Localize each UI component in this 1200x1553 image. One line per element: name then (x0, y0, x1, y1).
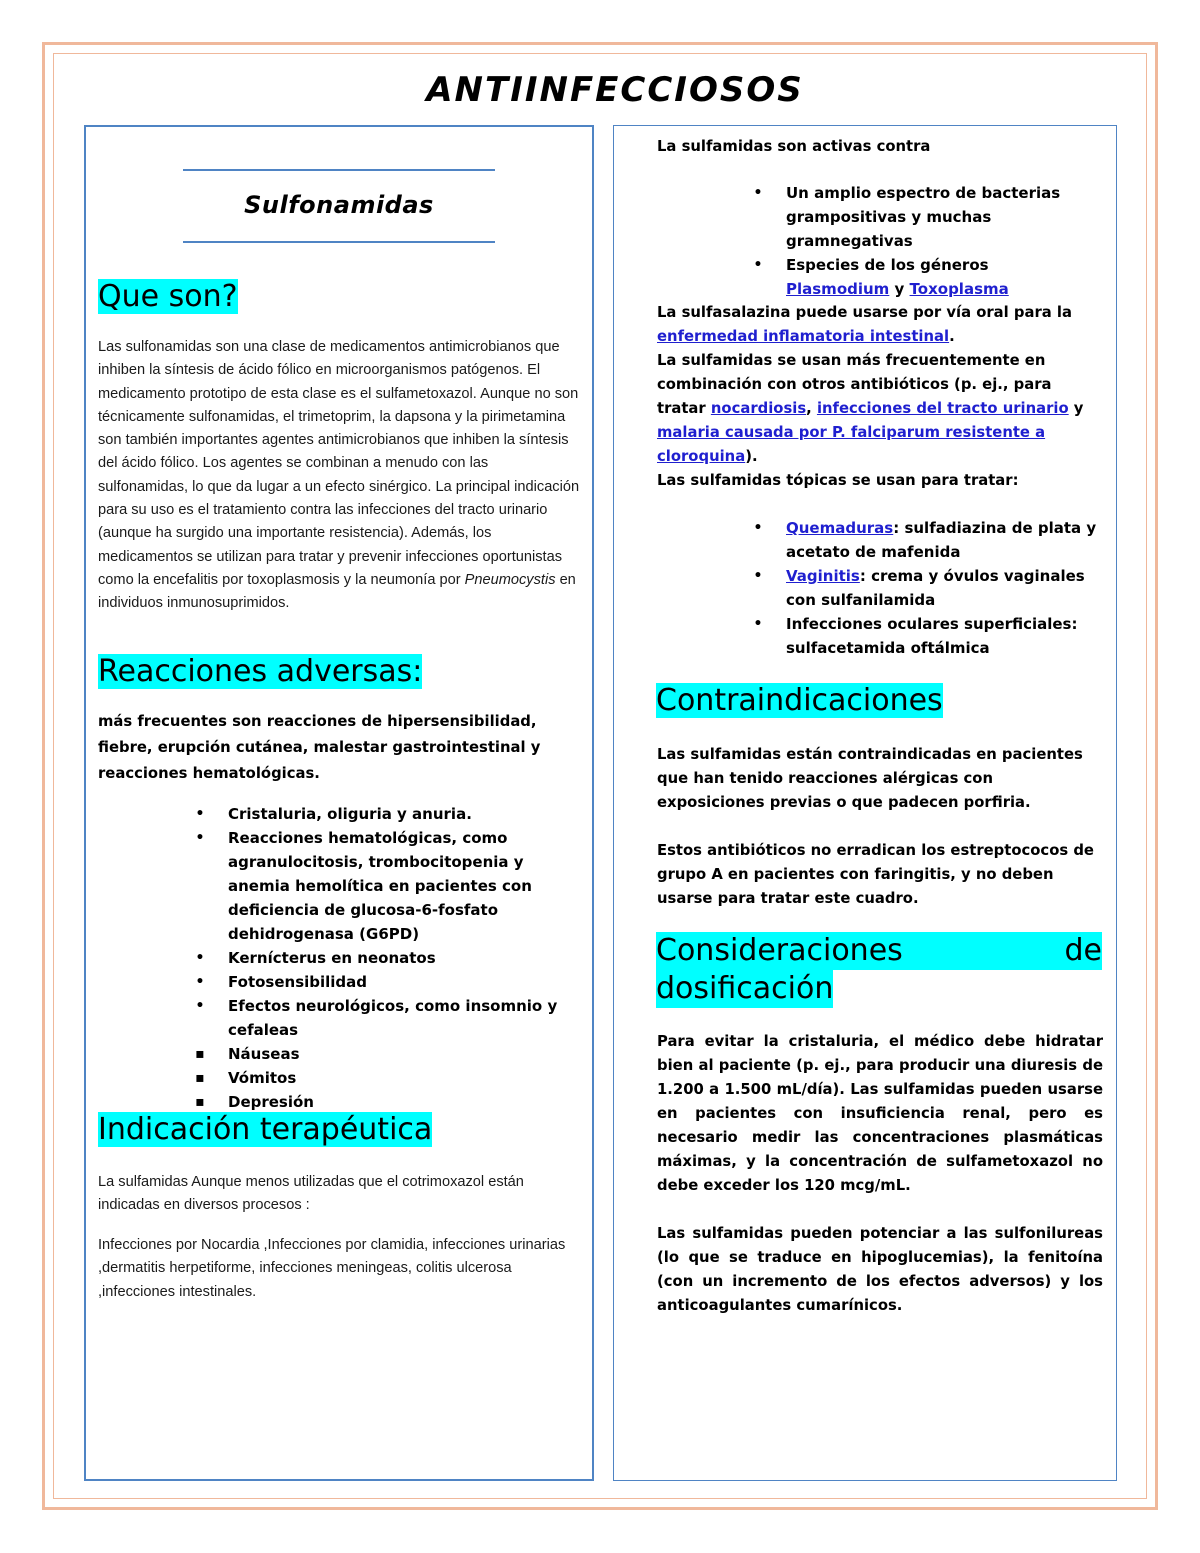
list-item-text: Infecciones oculares superficiales: sulfacetamida oftálmica (786, 615, 1078, 657)
list-item (195, 1066, 578, 1090)
bullet-icon: • (195, 974, 205, 990)
right-column (613, 125, 1117, 1481)
heading-indicacion (98, 1111, 432, 1149)
link-quemaduras[interactable]: Quemaduras (786, 519, 894, 537)
heading-reacciones (98, 653, 422, 691)
bullet-icon: • (195, 830, 205, 846)
link-toxoplasma[interactable]: Toxoplasma (909, 280, 1009, 298)
subtitle-rule-bottom (183, 241, 495, 243)
list-item-text: Un amplio espectro de bacterias grampositivas y muchas gramnegativas (786, 184, 1061, 250)
heading-dosificacion (656, 932, 1102, 1008)
list-item (195, 994, 578, 1042)
link-infecciones-tracto-urinario[interactable]: infecciones del tracto urinario (816, 400, 1069, 417)
combinacion-sep: y (1068, 400, 1084, 417)
heading-que-son-text: Que son? (98, 279, 238, 314)
link-enfermedad-inflamatoria[interactable]: enfermedad inflamatoria intestinal (657, 328, 950, 345)
list-item (753, 181, 1086, 253)
activas-list (753, 181, 1086, 301)
bullet-icon: • (753, 520, 763, 536)
heading-reacciones-text: Reacciones adversas: (98, 654, 423, 689)
list-item-text: Depresión (228, 1093, 314, 1111)
list-item (195, 826, 578, 946)
bullet-icon: • (753, 185, 763, 201)
list-item-text: : sulfadiazina de plata y acetato de mafenida (786, 519, 1097, 561)
list-item (753, 564, 1104, 612)
combinacion-text: La sulfamidas se usan más frecuentemente en combinación con otros antibióticos (p. ej., para tratar (657, 352, 1052, 417)
link-nocardiosis[interactable]: nocardiosis (710, 400, 807, 417)
heading-que-son (98, 278, 238, 316)
subtitle: Sulfonamidas (244, 191, 434, 219)
list-item (195, 802, 578, 826)
combinacion-paragraph (657, 349, 1103, 469)
square-bullet-icon: ▪ (195, 1046, 205, 1062)
heading-contraindicaciones (656, 682, 943, 720)
que-son-paragraph (98, 336, 582, 616)
list-item (753, 516, 1104, 564)
heading-dosificacion-word3: dosificación (656, 971, 834, 1006)
list-item (753, 612, 1104, 660)
square-bullet-icon: ▪ (195, 1094, 205, 1110)
heading-dosificacion-word1: Consideraciones (656, 933, 903, 968)
list-item-text: Vómitos (228, 1069, 297, 1087)
sulfasalazina-text: La sulfasalazina puede usarse por vía oral para la (657, 304, 1072, 321)
contra-p1: Las sulfamidas están contraindicadas en pacientes que han tenido reacciones alérgicas con exposiciones previas o que padecen porfiria. (657, 746, 1083, 811)
document-title: ANTIINFECCIOSOS (426, 70, 804, 110)
reacciones-intro: más frecuentes son reacciones de hipersensibilidad, fiebre, erupción cutánea, malestar gastrointestinal y reacciones hematológicas. (98, 713, 541, 782)
bullet-icon: • (195, 998, 205, 1014)
contra-p2: Estos antibióticos no erradican los estreptococos de grupo A en pacientes con faringitis, y no deben usarse para tratar este cuadro. (657, 842, 1094, 907)
left-column (84, 125, 594, 1481)
bullet-icon: • (195, 950, 205, 966)
heading-contraindicaciones-text: Contraindicaciones (656, 683, 943, 718)
square-bullet-icon: ▪ (195, 1070, 205, 1086)
list-item-text: : crema y óvulos vaginales con sulfanilamida (786, 567, 1085, 609)
topicas-list (753, 516, 1104, 660)
list-item-text: Reacciones hematológicas, como agranulocitosis, trombocitopenia y anemia hemolítica en pacientes con deficiencia de glucosa-6-fosfato dehidrogenasa (G6PD) (228, 829, 532, 943)
bullet-icon: • (753, 257, 763, 273)
link-vaginitis[interactable]: Vaginitis (786, 567, 860, 585)
list-item-text: Fotosensibilidad (228, 973, 368, 991)
que-son-italic: Pneumocystis (464, 571, 556, 588)
list-item (195, 970, 578, 994)
link-plasmodium[interactable]: Plasmodium (786, 280, 890, 298)
list-item-text: Kernícterus en neonatos (228, 949, 436, 967)
list-item (195, 946, 578, 970)
list-item-text: Náuseas (228, 1045, 300, 1063)
heading-dosificacion-line1 (656, 932, 1102, 970)
list-item (195, 1042, 578, 1066)
link-malaria[interactable]: malaria causada por P. falciparum resistente a cloroquina (657, 424, 1046, 465)
list-item-text: Efectos neurológicos, como insomnio y cefaleas (228, 997, 558, 1039)
subtitle-rule-top (183, 169, 495, 171)
sulfasalazina-end: . (949, 328, 955, 345)
que-son-text-end: en individuos inmunosuprimidos. (98, 571, 576, 612)
indicacion-p2: Infecciones por Nocardia ,Infecciones por clamidia, infecciones urinarias ,dermatitis herpetiforme, infecciones meningeas, colitis ulcerosa ,infecciones intestinales. (98, 1237, 566, 1300)
que-son-text: Las sulfonamidas son una clase de medicamentos antimicrobianos que inhiben la síntesis de ácido fólico en microorganismos patógenos. El medicamento prototipo de esta clase es el sulfametoxazol. Aunque no son técnicamente sulfonamidas, el trimetoprim, la dapsona y la pirimetamina son también importantes agentes antimicrobianos que inhiben la síntesis del ácido fólico. Los agentes se combinan a menudo con las sulfonamidas, lo que da lugar a un efecto sinérgico. La principal indicación para su uso es el tratamiento contra las infecciones del tracto urinario (aunque ha surgido una importante resistencia). Además, los medicamentos se utilizan para tratar y prevenir infecciones oportunistas como la encefalitis por toxoplasmosis y la neumonía por (98, 339, 580, 588)
list-item (753, 253, 1086, 301)
indicacion-p1: La sulfamidas Aunque menos utilizadas que el cotrimoxazol están indicadas en diversos procesos : (98, 1174, 524, 1214)
topicas-intro: Las sulfamidas tópicas se usan para tratar: (657, 472, 1019, 489)
list-item-text: Cristaluria, oliguria y anuria. (228, 805, 472, 823)
combinacion-sep: , (806, 400, 817, 417)
combinacion-end: ). (745, 448, 758, 465)
bullet-icon: • (753, 616, 763, 632)
heading-indicacion-text: Indicación terapéutica (98, 1112, 433, 1147)
dosis-p1: Para evitar la cristaluria, el médico debe hidratar bien al paciente (p. ej., para producir una diuresis de 1.200 a 1.500 mL/día). Las sulfamidas pueden usarse en pacientes con insuficiencia renal, pero es necesario medir las concentraciones plasmáticas máximas, y la concentración de sulfametoxazol no debe exceder los 120 mcg/mL. (657, 1033, 1103, 1194)
dosis-p2: Las sulfamidas pueden potenciar a las sulfonilureas (lo que se traduce en hipoglucemias), la fenitoína (con un incremento de los efectos adversos) y los anticoagulantes cumarínicos. (657, 1225, 1103, 1314)
bullet-icon: • (195, 806, 205, 822)
list-item-text: y (889, 280, 910, 298)
sulfasalazina-paragraph (657, 301, 1077, 349)
bullet-icon: • (753, 568, 763, 584)
activas-intro: La sulfamidas son activas contra (657, 138, 931, 155)
list-item-text: Especies de los géneros (786, 256, 989, 274)
heading-dosificacion-word2: de (1064, 933, 1102, 968)
reacciones-list (195, 802, 578, 1114)
